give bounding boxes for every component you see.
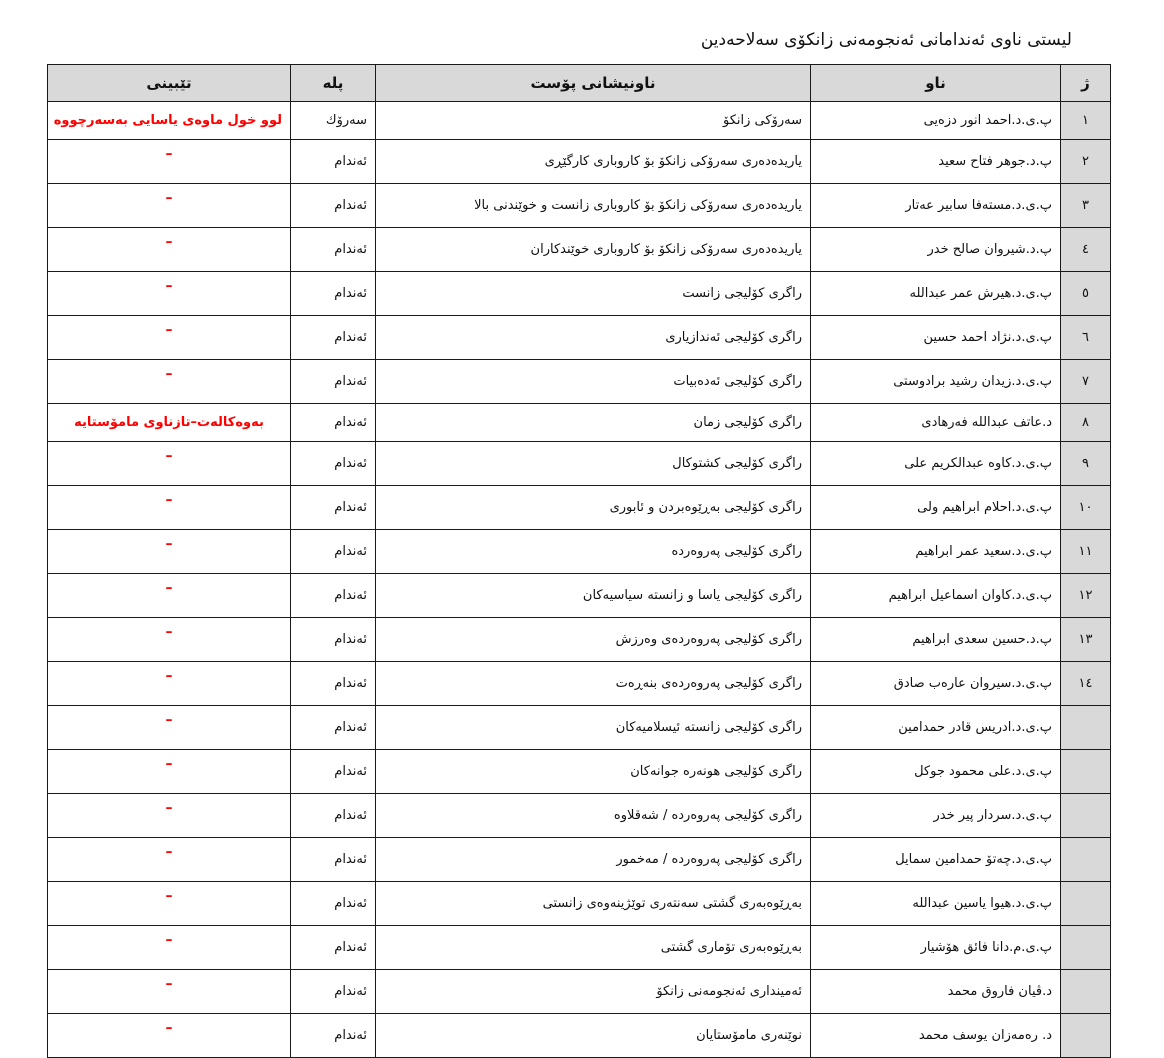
- member-note: –: [48, 750, 291, 794]
- member-note: –: [48, 360, 291, 404]
- member-position: راگری کۆلیجی ئەدەبیات: [376, 360, 811, 404]
- member-name: پ.ی.د.احلام ابراهیم ولی: [811, 486, 1061, 530]
- table-row: [48, 530, 1111, 574]
- member-position: راگری کۆلیجی یاسا و زانستە سیاسیەکان: [376, 574, 811, 618]
- member-note: –: [48, 882, 291, 926]
- member-position: یاریدەدەری سەرۆکی زانکۆ بۆ کاروباری خوێندکاران: [376, 228, 811, 272]
- row-number: ٧: [1061, 360, 1111, 404]
- row-number: ١٣: [1061, 618, 1111, 662]
- member-name: پ.ی.د.سعید عمر ابراهیم: [811, 530, 1061, 574]
- member-position: راگری کۆلیجی پەروەردەی وەرزش: [376, 618, 811, 662]
- member-rank: ئەندام: [291, 140, 376, 184]
- header-notes: تێبینی: [48, 65, 291, 102]
- member-name: پ.ی.د.احمد انور دزەیی: [811, 102, 1061, 140]
- members-table: [47, 64, 1111, 1058]
- member-note: –: [48, 184, 291, 228]
- table-row: [48, 102, 1111, 140]
- member-name: پ.د.جوهر فتاح سعید: [811, 140, 1061, 184]
- member-rank: ئەندام: [291, 360, 376, 404]
- member-name: پ.ی.د.هیوا یاسین عبدالله: [811, 882, 1061, 926]
- row-number: ٣: [1061, 184, 1111, 228]
- member-note: لوو خول ماوەی یاسایی بەسەرچووە: [48, 102, 291, 140]
- member-name: پ.د.شیروان صالح خدر: [811, 228, 1061, 272]
- member-name: پ.ی.د.سیروان عارەب صادق: [811, 662, 1061, 706]
- member-note: –: [48, 442, 291, 486]
- member-note: –: [48, 662, 291, 706]
- member-position: سەرۆکی زانکۆ: [376, 102, 811, 140]
- member-note: –: [48, 618, 291, 662]
- row-number: ١١: [1061, 530, 1111, 574]
- table-row: [48, 970, 1111, 1014]
- member-rank: ئەندام: [291, 228, 376, 272]
- member-position: راگری کۆلیجی هونەرە جوانەکان: [376, 750, 811, 794]
- member-name: پ.د.حسین سعدی ابراهیم: [811, 618, 1061, 662]
- row-number: ١٢: [1061, 574, 1111, 618]
- header-name: ناو: [811, 65, 1061, 102]
- table-row: [48, 662, 1111, 706]
- row-number: [1061, 838, 1111, 882]
- header-row: [48, 65, 1111, 102]
- member-name: پ.ی.د.سردار پیر خدر: [811, 794, 1061, 838]
- member-name: پ.ی.د.نژاد احمد حسین: [811, 316, 1061, 360]
- member-position: ئەمینداری ئەنجومەنی زانکۆ: [376, 970, 811, 1014]
- member-name: پ.ی.د.هیرش عمر عبدالله: [811, 272, 1061, 316]
- member-note: –: [48, 574, 291, 618]
- row-number: ٦: [1061, 316, 1111, 360]
- member-rank: ئەندام: [291, 316, 376, 360]
- member-name: پ.ی.د.کاوان اسماعیل ابراهیم: [811, 574, 1061, 618]
- row-number: [1061, 926, 1111, 970]
- member-position: یاریدەدەری سەرۆکی زانکۆ بۆ کاروباری کارگێڕی: [376, 140, 811, 184]
- member-note: –: [48, 970, 291, 1014]
- table-row: [48, 486, 1111, 530]
- table-row: [48, 794, 1111, 838]
- table-row: [48, 442, 1111, 486]
- member-name: پ.ی.د.زیدان رشید برادوستی: [811, 360, 1061, 404]
- member-position: راگری کۆلیجی پەروەردەی بنەڕەت: [376, 662, 811, 706]
- member-note: بەوەکالەت–تازناوی مامۆستایە: [48, 404, 291, 442]
- table-row: [48, 272, 1111, 316]
- member-note: –: [48, 140, 291, 184]
- member-name: د.عاتف عبدالله فەرهادی: [811, 404, 1061, 442]
- table-row: [48, 1014, 1111, 1058]
- member-note: –: [48, 1014, 291, 1058]
- member-name: پ.ی.م.دانا فائق هۆشیار: [811, 926, 1061, 970]
- member-note: –: [48, 794, 291, 838]
- member-position: راگری کۆلیجی زانستە ئیسلامیەکان: [376, 706, 811, 750]
- member-position: راگری کۆلیجی بەڕێوەبردن و ئابوری: [376, 486, 811, 530]
- row-number: [1061, 882, 1111, 926]
- member-rank: ئەندام: [291, 750, 376, 794]
- member-note: –: [48, 530, 291, 574]
- row-number: ٢: [1061, 140, 1111, 184]
- table-row: [48, 618, 1111, 662]
- table-row: [48, 838, 1111, 882]
- member-rank: ئەندام: [291, 574, 376, 618]
- row-number: [1061, 750, 1111, 794]
- member-note: –: [48, 228, 291, 272]
- table-row: [48, 184, 1111, 228]
- member-name: پ.ی.د.کاوە عبدالکریم علی: [811, 442, 1061, 486]
- member-rank: ئەندام: [291, 882, 376, 926]
- member-rank: سەرۆك: [291, 102, 376, 140]
- row-number: ٨: [1061, 404, 1111, 442]
- member-note: –: [48, 926, 291, 970]
- member-note: –: [48, 838, 291, 882]
- table-row: [48, 706, 1111, 750]
- table-row: [48, 404, 1111, 442]
- member-name: پ.ی.د.ادریس قادر حمدامین: [811, 706, 1061, 750]
- member-rank: ئەندام: [291, 442, 376, 486]
- table-row: [48, 360, 1111, 404]
- member-position: راگری کۆلیجی ئەندازیاری: [376, 316, 811, 360]
- table-row: [48, 926, 1111, 970]
- member-name: د. رەمەزان یوسف محمد: [811, 1014, 1061, 1058]
- row-number: [1061, 706, 1111, 750]
- member-position: راگری کۆلیجی پەروەردە: [376, 530, 811, 574]
- row-number: [1061, 970, 1111, 1014]
- row-number: [1061, 1014, 1111, 1058]
- member-rank: ئەندام: [291, 184, 376, 228]
- table-row: [48, 228, 1111, 272]
- member-position: راگری کۆلیجی زانست: [376, 272, 811, 316]
- table-row: [48, 140, 1111, 184]
- member-position: یاریدەدەری سەرۆکی زانکۆ بۆ کاروباری زانست و خوێندنی بالا: [376, 184, 811, 228]
- table-row: [48, 316, 1111, 360]
- member-name: پ.ی.د.چەتۆ حمدامین سمایل: [811, 838, 1061, 882]
- member-rank: ئەندام: [291, 794, 376, 838]
- member-rank: ئەندام: [291, 272, 376, 316]
- header-number: ژ: [1061, 65, 1111, 102]
- member-rank: ئەندام: [291, 618, 376, 662]
- member-position: بەڕێوەبەری گشتی سەنتەری توێژینەوەی زانستی: [376, 882, 811, 926]
- member-rank: ئەندام: [291, 530, 376, 574]
- member-rank: ئەندام: [291, 404, 376, 442]
- member-rank: ئەندام: [291, 838, 376, 882]
- member-rank: ئەندام: [291, 1014, 376, 1058]
- row-number: ١: [1061, 102, 1111, 140]
- row-number: ٥: [1061, 272, 1111, 316]
- header-position: ناونیشانی پۆست: [376, 65, 811, 102]
- table-row: [48, 750, 1111, 794]
- member-position: راگری کۆلیجی پەروەردە / مەخمور: [376, 838, 811, 882]
- member-name: د.ڤیان فاروق محمد: [811, 970, 1061, 1014]
- table-row: [48, 882, 1111, 926]
- member-note: –: [48, 706, 291, 750]
- row-number: ١٠: [1061, 486, 1111, 530]
- row-number: [1061, 794, 1111, 838]
- member-position: راگری کۆلیجی کشتوکال: [376, 442, 811, 486]
- member-position: راگری کۆلیجی پەروەردە / شەقلاوە: [376, 794, 811, 838]
- document-title: لیستی ناوی ئەندامانی ئەنجومەنی زانکۆی سەلاحەدین: [700, 30, 1072, 50]
- header-rank: پلە: [291, 65, 376, 102]
- member-position: بەڕێوەبەری تۆماری گشتی: [376, 926, 811, 970]
- member-rank: ئەندام: [291, 926, 376, 970]
- table-row: [48, 574, 1111, 618]
- row-number: ٩: [1061, 442, 1111, 486]
- row-number: ٤: [1061, 228, 1111, 272]
- member-rank: ئەندام: [291, 970, 376, 1014]
- member-position: نوێنەری مامۆستایان: [376, 1014, 811, 1058]
- member-name: پ.ی.د.علی محمود جوکل: [811, 750, 1061, 794]
- member-name: پ.ی.د.مستەفا سابیر عەتار: [811, 184, 1061, 228]
- member-rank: ئەندام: [291, 486, 376, 530]
- member-position: راگری کۆلیجی زمان: [376, 404, 811, 442]
- member-note: –: [48, 316, 291, 360]
- member-rank: ئەندام: [291, 706, 376, 750]
- member-note: –: [48, 486, 291, 530]
- member-rank: ئەندام: [291, 662, 376, 706]
- member-note: –: [48, 272, 291, 316]
- row-number: ١٤: [1061, 662, 1111, 706]
